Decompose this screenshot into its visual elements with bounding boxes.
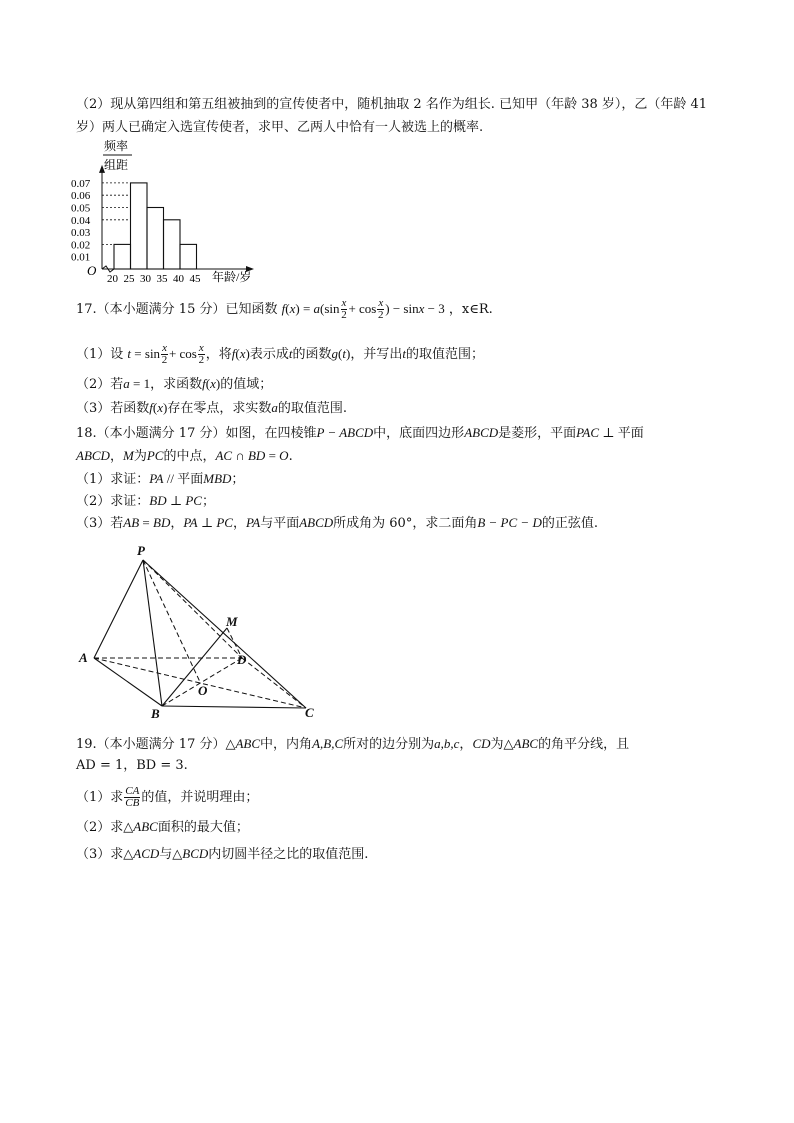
y-tick-label-6: 0.07 <box>71 177 91 190</box>
q17-p1-f: 的取值范围； <box>405 347 484 362</box>
q19-part1: （1）求 $\frac{CA}{CB}$ 的值，并说明理由； <box>76 785 259 809</box>
q17-p2-c: 的值域； <box>220 377 273 392</box>
label-M: M <box>226 614 238 629</box>
q18-head-a: 18.（本小题满分 17 分）如图，在四棱锥 <box>76 426 317 441</box>
bar-2 <box>147 208 164 270</box>
edge-PD <box>143 560 242 658</box>
y-tick-label-3: 0.04 <box>71 214 91 227</box>
q18-p3-f: 的正弦值. <box>541 516 598 531</box>
x-tick-label-2: 30 <box>140 273 151 285</box>
y-tick-label-0: 0.01 <box>71 251 91 264</box>
q19-head-c: 所对的边分别为 <box>343 737 435 752</box>
q18-part1: （1）求证：PA // 平面MBD； <box>76 471 245 487</box>
pyramid-figure <box>76 540 326 720</box>
q18-head-d: 平面 <box>617 426 644 441</box>
q17-p1-b: ，将 <box>205 347 232 362</box>
q18-l2-d: 的中点， <box>163 449 216 464</box>
q19-p2-b: 面积的最大值； <box>157 820 249 835</box>
q19-p2: （2）求△ <box>76 820 134 835</box>
x-tick-label-4: 40 <box>173 273 184 285</box>
q17-part2: （2）若a = 1，求函数f(x)的值域； <box>76 376 273 392</box>
q19-part3: （3）求△ACD与△BCD内切圆半径之比的取值范围. <box>76 846 369 862</box>
q17-p1-e: ，并写出 <box>350 347 403 362</box>
origin-label: O <box>87 263 97 278</box>
q18-p3-c: ， <box>232 516 246 531</box>
edge-PA <box>94 560 143 658</box>
q17-part3: （3）若函数f(x)存在零点，求实数a的取值范围. <box>76 400 348 416</box>
q17-p1-c: 表示成 <box>249 347 289 362</box>
q19-head-d: ， <box>459 737 473 752</box>
q18-head-c: 是菱形，平面 <box>498 426 577 441</box>
q18-line2: ABCD，M为PC的中点，AC ∩ BD = O. <box>76 448 293 464</box>
q19-head-e: 为△ <box>490 737 514 752</box>
q18-head: 18.（本小题满分 17 分）如图，在四棱锥P − ABCD中，底面四边形ABCD是菱形，平面PAC ⊥ 平面 <box>76 425 644 441</box>
label-A: A <box>79 650 88 665</box>
q19-head-b: 中，内角 <box>260 737 313 752</box>
label-P: P <box>137 543 145 558</box>
x-tick-label-1: 25 <box>123 273 135 285</box>
q18-part2: （2）求证：BD ⊥ PC； <box>76 493 215 509</box>
q17-head: 17.（本小题满分 15 分）已知函数 f(x) = a(sin $\frac{x}{2}$ + cos $\frac{x}{2}$ ) − sinx − 3 ，x∈R. <box>76 297 493 321</box>
frequency-histogram <box>70 138 270 288</box>
q19-head-f: 的角平分线，且 <box>538 737 630 752</box>
q19-part2: （2）求△ABC面积的最大值； <box>76 819 249 835</box>
label-O: O <box>198 683 208 698</box>
edge-PB <box>143 560 162 706</box>
y-tick-label-2: 0.03 <box>71 227 91 240</box>
edge-AB <box>94 658 162 706</box>
y-tick-label-4: 0.05 <box>71 202 91 215</box>
y-axis-label-top: 频率 <box>104 139 129 153</box>
q18-head-b: 中，底面四边形 <box>373 426 465 441</box>
q18-p3-b: ， <box>170 516 184 531</box>
q19-head-a: 19.（本小题满分 17 分）△ <box>76 737 236 752</box>
bar-3 <box>164 220 181 269</box>
edge-BC <box>162 706 306 708</box>
y-tick-label-5: 0.06 <box>71 190 91 203</box>
bar-0 <box>114 244 131 269</box>
q16-part2-line1: （2）现从第四组和第五组被抽到的宣传使者中，随机抽取 2 名作为组长. 已知甲（年龄 38 岁），乙（年龄 41 <box>76 97 708 112</box>
y-tick-label-1: 0.02 <box>71 239 91 252</box>
q18-l2-b: ， <box>109 449 123 464</box>
q18-l2-c: 为 <box>133 449 147 464</box>
diagonal-BD <box>162 658 242 706</box>
edge-PC <box>143 560 306 708</box>
label-D: D <box>237 652 247 667</box>
bar-4 <box>180 244 197 269</box>
y-axis-label-bottom: 组距 <box>104 158 129 172</box>
q18-l2-e: . <box>288 449 293 464</box>
q17-p2: （2）若 <box>76 377 124 392</box>
x-tick-label-3: 35 <box>156 273 168 285</box>
q18-part3: （3）若AB = BD，PA ⊥ PC，PA与平面ABCD所成角为 60°，求二面角B − PC − D的正弦值. <box>76 515 598 531</box>
q18-p1-b: 平面 <box>177 472 204 487</box>
q17-domain: ，x∈R. <box>448 302 493 317</box>
q19-p1: （1）求 <box>76 790 124 805</box>
q17-p3-c: 的取值范围. <box>277 401 348 416</box>
segment-BM <box>162 628 227 706</box>
q17-part1: （1）设 t = sin $\frac{x}{2}$ + cos $\frac{x}{2}$ ，将f(x)表示成t的函数g(t)，并写出t的取值范围； <box>76 342 484 366</box>
q18-p2-c: ； <box>201 494 215 509</box>
q18-p3-e: 所成角为 60°，求二面角 <box>333 516 478 531</box>
q18-p3-d: 与平面 <box>260 516 300 531</box>
q17-p3-b: 存在零点，求实数 <box>167 401 272 416</box>
q18-p1: （1）求证： <box>76 472 150 487</box>
label-B: B <box>151 706 160 720</box>
q19-p1-b: 的值，并说明理由； <box>141 790 259 805</box>
q18-p1-c: ； <box>231 472 245 487</box>
q18-p3: （3）若 <box>76 516 124 531</box>
q19-p3-b: 与△ <box>159 847 183 862</box>
x-tick-label-0: 20 <box>107 273 118 285</box>
q16-part2-line2: 岁）两人已确定入选宣传使者，求甲、乙两人中恰有一人被选上的概率. <box>76 120 484 135</box>
x-tick-label-5: 45 <box>189 273 201 285</box>
x-axis-label: 年龄/岁 <box>212 270 252 284</box>
label-C: C <box>305 705 314 720</box>
bar-1 <box>131 183 148 269</box>
q19-line2: AD = 1，BD = 3. <box>76 758 188 773</box>
q17-p1-a: （1）设 <box>76 347 124 362</box>
q17-p2-b: ，求函数 <box>150 377 203 392</box>
q19-head: 19.（本小题满分 17 分）△ABC中，内角A,B,C所对的边分别为a,b,c，CD为△ABC的角平分线，且 <box>76 736 630 752</box>
q19-p3: （3）求△ <box>76 847 134 862</box>
q18-p2: （2）求证： <box>76 494 150 509</box>
q17-p3: （3）若函数 <box>76 401 150 416</box>
q17-head-text: 17.（本小题满分 15 分）已知函数 <box>76 302 278 317</box>
q19-p3-c: 内切圆半径之比的取值范围. <box>208 847 369 862</box>
q17-p1-d: 的函数 <box>292 347 332 362</box>
segment-PO <box>143 560 200 682</box>
